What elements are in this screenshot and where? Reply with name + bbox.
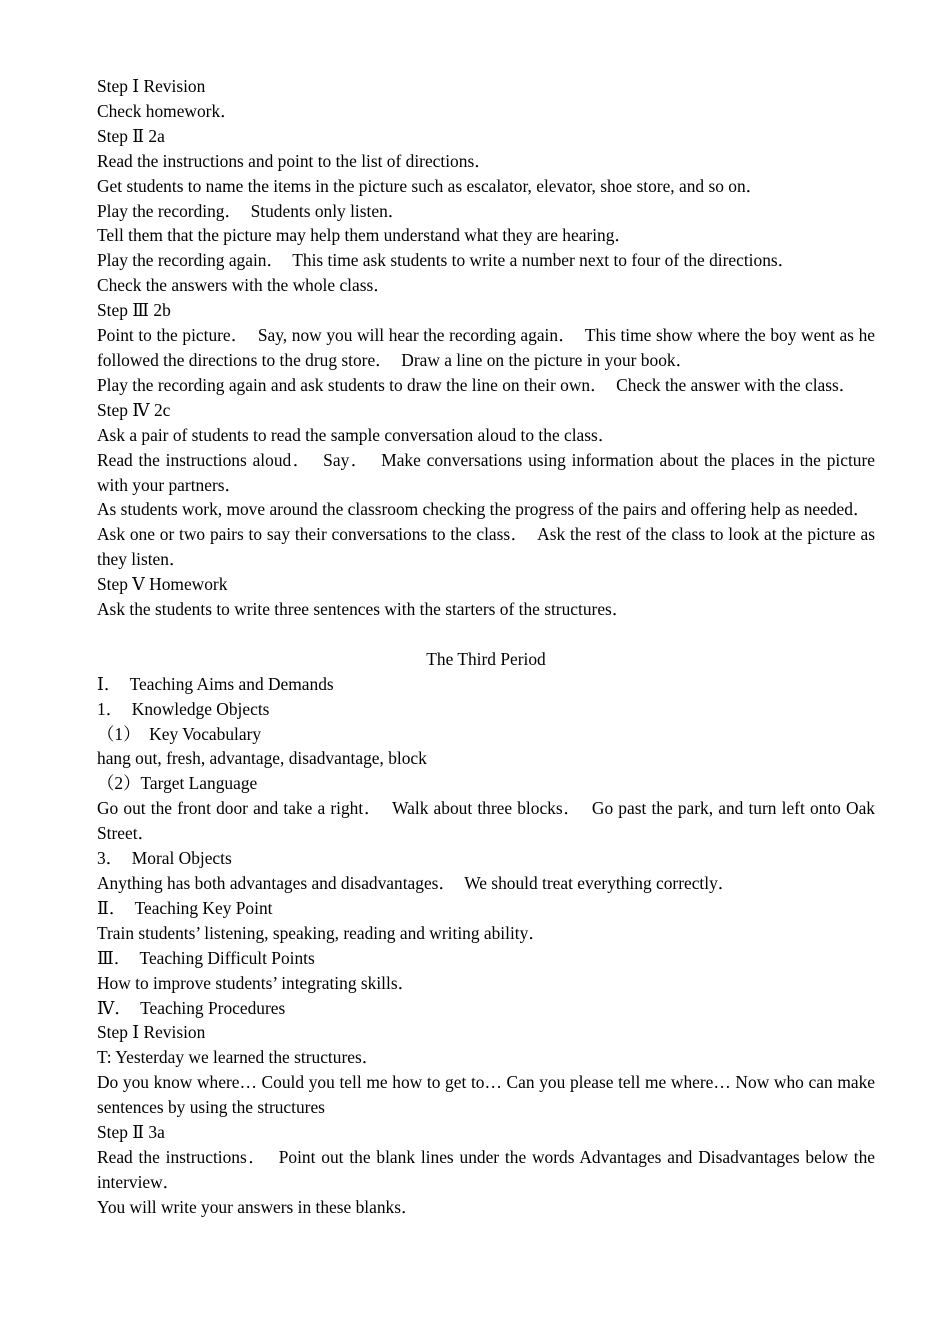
step-4-2c-heading: Step Ⅳ 2c	[97, 399, 171, 420]
blank-line	[97, 622, 875, 647]
section-heading-2: Ⅱ． Teaching Key Point	[97, 897, 273, 918]
paragraph: Check the answers with the whole class．	[97, 275, 391, 296]
paragraph: You will write your answers in these blanks．	[97, 1196, 419, 1217]
step-1-revision-heading: Step Ⅰ Revision	[97, 76, 206, 96]
section-heading-4: Ⅳ． Teaching Procedures	[97, 997, 286, 1018]
paragraph: Point to the picture． Say, now you will hear the recording again． This time show where the boy went as he followed the directions to the drug store． Draw a line on the picture in your book．	[97, 325, 880, 370]
step-1-revision-heading: Step Ⅰ Revision	[97, 1022, 206, 1043]
section-title: The Third Period	[426, 648, 546, 669]
paragraph: hang out, fresh, advantage, disadvantage, block	[97, 748, 427, 769]
paragraph: How to improve students’ integrating skills．	[97, 972, 415, 993]
step-2-3a-heading: Step Ⅱ 3a	[97, 1122, 165, 1143]
paragraph: As students work, move around the classroom checking the progress of the pairs and offering help as needed．	[97, 499, 871, 520]
paragraph: Go out the front door and take a right． Walk about three blocks． Go past the park, and turn left onto Oak Street．	[97, 798, 880, 844]
paragraph: T: Yesterday we learned the structures．	[97, 1047, 380, 1068]
paragraph: Read the instructions and point to the list of directions．	[97, 150, 492, 171]
paragraph: Do you know where… Could you tell me how to get to… Can you please tell me where… Now who can make sentences by using the structures	[97, 1072, 880, 1118]
paragraph: Tell them that the picture may help them understand what they are hearing．	[97, 225, 632, 246]
paragraph: Anything has both advantages and disadvantages． We should treat everything correctly．	[97, 872, 736, 893]
subsection-heading: （2）Target Language	[97, 773, 258, 794]
paragraph: Ask one or two pairs to say their conversations to the class． Ask the rest of the class to look at the picture as they listen．	[97, 524, 880, 570]
paragraph: Check homework．	[97, 100, 238, 121]
paragraph: Ask the students to write three sentences with the starters of the structures．	[97, 599, 630, 620]
step-2-2a-heading: Step Ⅱ 2a	[97, 125, 165, 146]
step-3-2b-heading: Step Ⅲ 2b	[97, 300, 171, 321]
paragraph: Play the recording again and ask students to draw the line on their own． Check the answer with the class．	[97, 374, 857, 395]
step-5-homework-heading: Step Ⅴ Homework	[97, 574, 228, 595]
subsection-heading: （1） Key Vocabulary	[97, 723, 262, 744]
paragraph: Ask a pair of students to read the sample conversation aloud to the class．	[97, 424, 616, 445]
paragraph: Train students’ listening, speaking, reading and writing ability．	[97, 922, 546, 943]
paragraph: Read the instructions． Point out the blank lines under the words Advantages and Disadvantages below the interview．	[97, 1146, 880, 1192]
section-heading-3: Ⅲ． Teaching Difficult Points	[97, 947, 315, 968]
paragraph: Read the instructions aloud． Say． Make conversations using information about the places in the picture with your partners．	[97, 449, 880, 495]
section-heading-1: Ⅰ． Teaching Aims and Demands	[97, 673, 334, 694]
paragraph: Play the recording again． This time ask students to write a number next to four of the directions．	[97, 250, 796, 271]
paragraph: Get students to name the items in the picture such as escalator, elevator, shoe store, and so on．	[97, 175, 764, 196]
document-page	[97, 74, 880, 1220]
paragraph: Play the recording． Students only listen．	[97, 200, 406, 221]
subsection-heading: 1． Knowledge Objects	[97, 698, 270, 719]
subsection-heading: 3． Moral Objects	[97, 848, 232, 869]
